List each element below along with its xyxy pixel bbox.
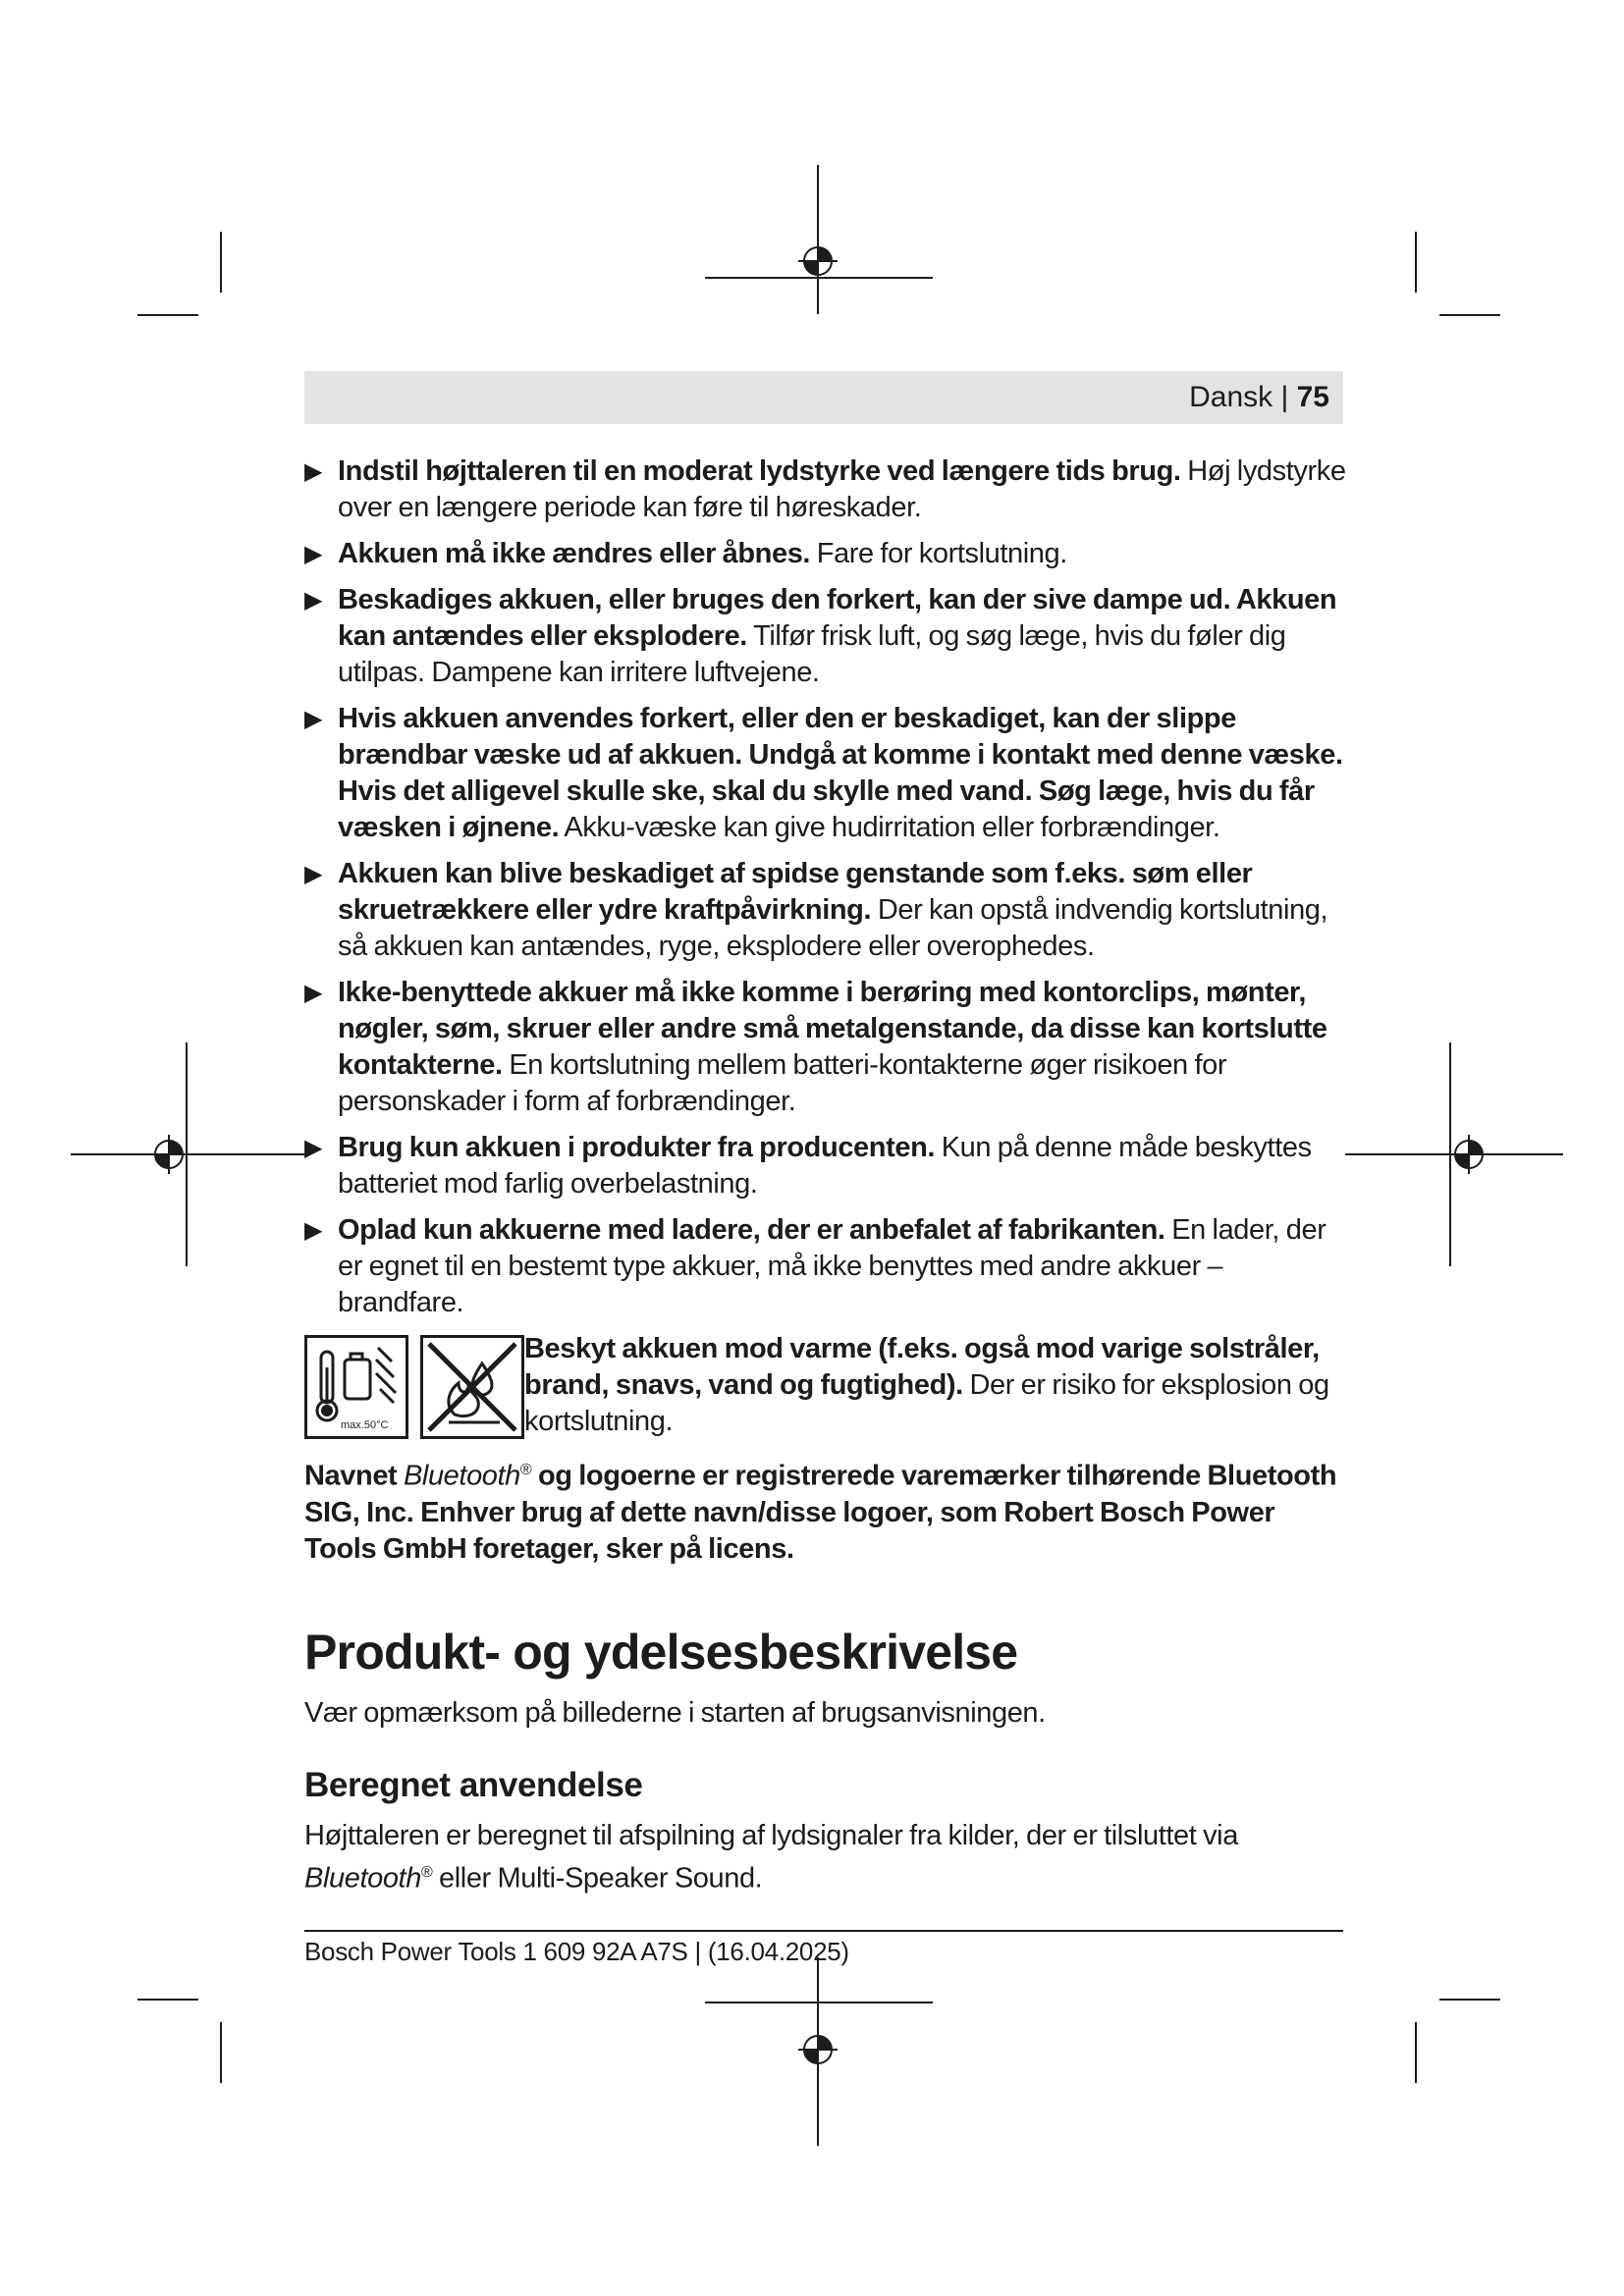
bullet-text: Kun på denne måde beskyttes batteriet mod farlig overbelastning. <box>338 1132 1312 1200</box>
bullet-bold-text: Oplad kun akkuerne med ladere, der er anbefalet af fabrikanten. <box>338 1214 1165 1246</box>
bullet-arrow-icon: ▶ <box>304 458 323 485</box>
bullet-arrow-icon: ▶ <box>304 706 323 732</box>
bullet-arrow-icon: ▶ <box>304 541 323 567</box>
safety-bullet <box>304 1130 1347 1202</box>
bullet-bold-text: Hvis akkuen anvendes forkert, eller den er beskadiget, kan der slippe brændbar væske ud af akkuen. Undgå at komme i kontakt med denne væske. Hvis det alligevel skulle ske, skal du skylle med vand. Søg læge, hvis du får væsken i øjnene. <box>338 703 1343 843</box>
intended-use-part: eller Multi-Speaker Sound. <box>432 1862 763 1895</box>
registered-mark: ® <box>420 1863 433 1881</box>
heat-warning-detail: Der er risiko for eksplosion og kortslutning. <box>524 1369 1329 1437</box>
footer-divider <box>304 1930 1343 1932</box>
bullet-arrow-icon: ▶ <box>304 1135 323 1161</box>
max-temp-label: max.50°C <box>341 1419 389 1431</box>
bullet-bold-text: Akkuen må ikke ændres eller åbnes. <box>338 538 811 569</box>
bullet-text: Akku-væske kan give hudirritation eller forbrændinger. <box>559 812 1220 843</box>
heat-warning-bold: Beskyt akkuen mod varme (f.eks. også mod varige solstråler, brand, snavs, vand og fugtighed). <box>524 1333 1320 1401</box>
heat-warning <box>304 1331 1347 1440</box>
thermometer-sun-icon <box>304 1335 408 1439</box>
notice-text: Navnet <box>304 1460 404 1492</box>
page-footer: Bosch Power Tools 1 609 92A A7S | (16.04.2025) <box>304 1937 849 1966</box>
safety-bullet <box>304 1212 1347 1321</box>
bullet-text: Tilfør frisk luft, og søg læge, hvis du føler dig utilpas. Dampene kan irritere luftvejene. <box>338 620 1286 688</box>
bullet-arrow-icon: ▶ <box>304 861 323 887</box>
bullet-text: Der kan opstå indvendig kortslutning, så akkuen kan antændes, ryge, eksplodere eller overophedes. <box>338 894 1328 962</box>
bullet-bold-text: Beskadiges akkuen, eller bruges den forkert, kan der sive dampe ud. Akkuen kan antændes eller eksplodere. <box>338 584 1337 652</box>
safety-bullet <box>304 856 1347 965</box>
bullet-text: Høj lydstyrke over en længere periode kan føre til høreskader. <box>338 455 1346 523</box>
registered-mark: ® <box>519 1462 532 1478</box>
page-header-bar <box>304 371 1343 424</box>
safety-bullet <box>304 536 1347 572</box>
subsection-title: Beregnet anvendelse <box>304 1765 643 1804</box>
bullet-bold-text: Ikke-benyttede akkuer må ikke komme i berøring med kontorclips, mønter, nøgler, søm, skruer eller andre små metalgenstande, da disse kan kortslutte kontakterne. <box>338 977 1327 1081</box>
header-separator: | <box>1280 381 1289 413</box>
bluetooth-trademark-notice <box>304 1452 1347 1568</box>
safety-bullet <box>304 454 1347 526</box>
section-intro: Vær opmærksom på billederne i starten af brugsanvisningen. <box>304 1696 1046 1729</box>
bullet-arrow-icon: ▶ <box>304 980 323 1006</box>
safety-bullet <box>304 582 1347 691</box>
bullet-bold-text: Brug kun akkuen i produkter fra producenten. <box>338 1132 936 1163</box>
header-language: Dansk <box>1189 381 1273 413</box>
warning-icons <box>304 1331 524 1439</box>
page-number: 75 <box>1296 381 1329 413</box>
no-fire-water-icon <box>420 1335 524 1439</box>
bullet-bold-text: Akkuen kan blive beskadiget af spidse genstande som f.eks. søm eller skruetrækkere eller ydre kraftpåvirkning. <box>338 858 1253 926</box>
section-title: Produkt- og ydelsesbeskrivelse <box>304 1624 1018 1680</box>
intended-use-part: Højttaleren er beregnet til afspilning af lydsignaler fra kilder, der er tilsluttet via <box>304 1819 1238 1851</box>
page-header <box>1189 381 1329 414</box>
bullet-bold-text: Indstil højttaleren til en moderat lydstyrke ved længere tids brug. <box>338 455 1181 487</box>
heat-warning-text <box>524 1331 1347 1440</box>
bullet-text: Fare for kortslutning. <box>810 538 1067 569</box>
bullet-arrow-icon: ▶ <box>304 587 323 614</box>
bullet-text: En kortslutning mellem batteri-kontakterne øger risikoen for personskader i form af forbrændinger. <box>338 1049 1227 1117</box>
bluetooth-brand: Bluetooth <box>304 1862 421 1895</box>
bullet-arrow-icon: ▶ <box>304 1217 323 1244</box>
safety-bullet <box>304 701 1347 846</box>
intended-use-text <box>304 1818 1347 1897</box>
bluetooth-brand: Bluetooth <box>403 1460 520 1492</box>
page-content <box>304 454 1347 1896</box>
safety-bullet <box>304 975 1347 1120</box>
bullet-text: En lader, der er egnet til en bestemt type akkuer, må ikke benyttes med andre akkuer – brandfare. <box>338 1214 1326 1318</box>
notice-text: og logoerne er registrerede varemærker tilhørende Bluetooth SIG, Inc. Enhver brug af dette navn/disse logoer, som Robert Bosch Power Tools GmbH foretager, sker på licens. <box>304 1460 1337 1565</box>
